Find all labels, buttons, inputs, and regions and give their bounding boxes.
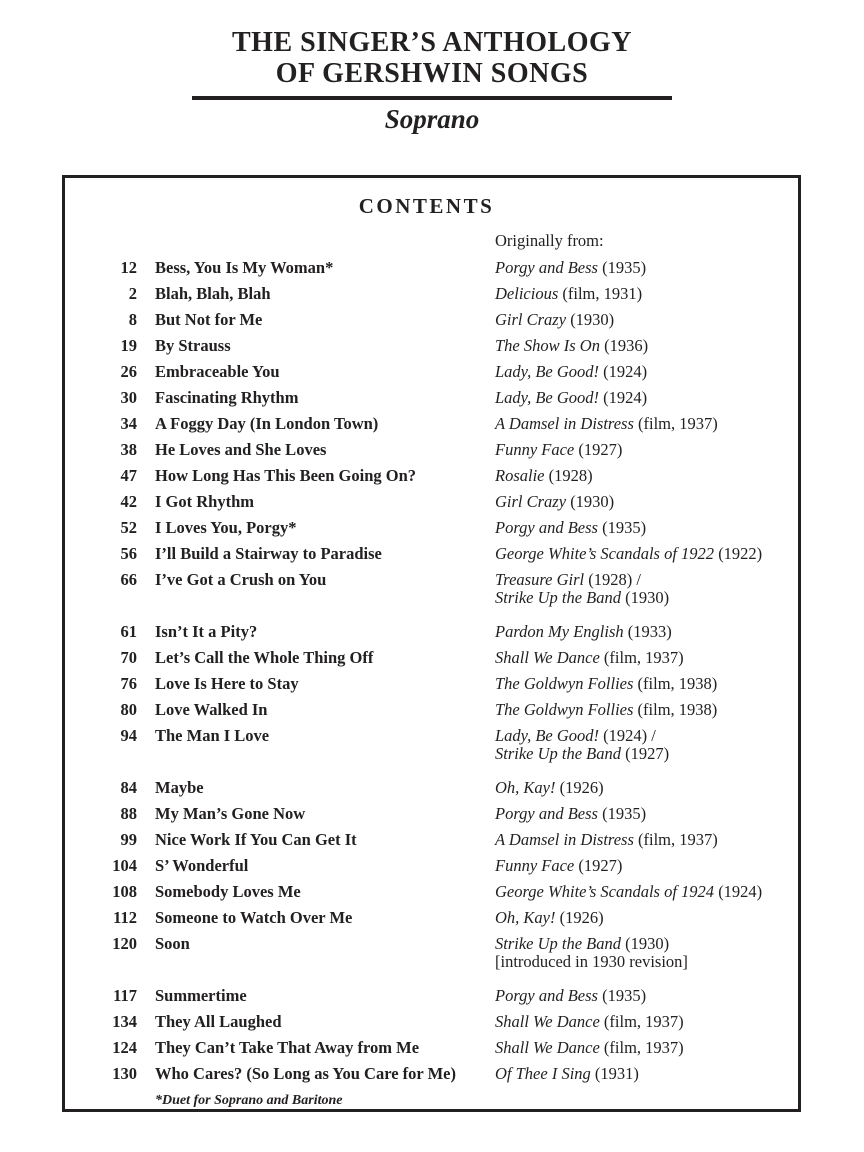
originally-from-label: Originally from: bbox=[495, 231, 604, 250]
toc-song-title: How Long Has This Been Going On? bbox=[155, 466, 417, 485]
toc-source bbox=[495, 1065, 788, 1083]
toc-row bbox=[65, 701, 788, 719]
toc-song-title: The Man I Love bbox=[155, 726, 270, 745]
toc-page-number: 134 bbox=[112, 1012, 137, 1031]
toc-source bbox=[495, 857, 788, 875]
toc-source-line: Funny Face (1927) bbox=[495, 440, 623, 459]
toc-source-line: Treasure Girl (1928) / bbox=[495, 570, 641, 589]
toc-source bbox=[495, 883, 788, 901]
toc-page-number: 120 bbox=[112, 934, 137, 953]
toc-page-number: 130 bbox=[112, 1064, 137, 1083]
toc-page-number: 8 bbox=[128, 310, 137, 329]
toc-source bbox=[495, 909, 788, 927]
toc-page-number: 19 bbox=[120, 336, 137, 355]
toc-page-number: 56 bbox=[120, 544, 137, 563]
toc-song-title: S’ Wonderful bbox=[155, 856, 249, 875]
toc-page-number: 61 bbox=[120, 622, 137, 641]
toc-page-number: 30 bbox=[120, 388, 137, 407]
toc-source-line: Shall We Dance (film, 1937) bbox=[495, 1038, 684, 1057]
toc-row bbox=[65, 415, 788, 433]
toc-source-line: Funny Face (1927) bbox=[495, 856, 623, 875]
book-header bbox=[0, 0, 864, 134]
toc-source-line: Delicious (film, 1931) bbox=[495, 284, 643, 303]
toc-song-title: Nice Work If You Can Get It bbox=[155, 830, 357, 849]
toc-source-line: Lady, Be Good! (1924) / bbox=[495, 726, 656, 745]
contents-box bbox=[62, 175, 801, 1112]
toc-page-number: 66 bbox=[120, 570, 137, 589]
toc-source bbox=[495, 649, 788, 667]
toc-source-line: George White’s Scandals of 1924 (1924) bbox=[495, 882, 763, 901]
toc-page-number: 2 bbox=[128, 284, 137, 303]
toc-row bbox=[65, 311, 788, 329]
toc-row bbox=[65, 623, 788, 641]
toc-source-line: The Goldwyn Follies (film, 1938) bbox=[495, 700, 718, 719]
toc-row bbox=[65, 1039, 788, 1057]
toc-song-title: My Man’s Gone Now bbox=[155, 804, 306, 823]
toc-source-line: Porgy and Bess (1935) bbox=[495, 258, 647, 277]
toc-page-number: 38 bbox=[120, 440, 137, 459]
duet-footnote: *Duet for Soprano and Baritone bbox=[155, 1093, 343, 1108]
toc-row bbox=[65, 1065, 788, 1083]
toc-song-title: Soon bbox=[155, 934, 190, 953]
toc-source-line: The Show Is On (1936) bbox=[495, 336, 649, 355]
toc-row bbox=[65, 935, 788, 971]
toc-page-number: 117 bbox=[113, 986, 137, 1005]
toc-source-line: Lady, Be Good! (1924) bbox=[495, 388, 648, 407]
toc-page-number: 84 bbox=[120, 778, 137, 797]
toc-source bbox=[495, 519, 788, 537]
toc-source-line: Oh, Kay! (1926) bbox=[495, 778, 604, 797]
toc-row bbox=[65, 337, 788, 355]
toc-row bbox=[65, 571, 788, 607]
toc-row bbox=[65, 727, 788, 763]
toc-source bbox=[495, 727, 788, 763]
toc-source bbox=[495, 311, 788, 329]
toc-source bbox=[495, 831, 788, 849]
toc-rows bbox=[65, 259, 788, 1083]
toc-source bbox=[495, 389, 788, 407]
toc-page-number: 124 bbox=[112, 1038, 137, 1057]
toc-row bbox=[65, 649, 788, 667]
toc-song-title: Who Cares? (So Long as You Care for Me) bbox=[155, 1064, 456, 1083]
toc-song-title: Love Is Here to Stay bbox=[155, 674, 299, 693]
toc-source bbox=[495, 779, 788, 797]
toc-page-number: 42 bbox=[120, 492, 137, 511]
toc-song-title: Fascinating Rhythm bbox=[155, 388, 299, 407]
toc-page-number: 70 bbox=[120, 648, 137, 667]
toc-song-title: He Loves and She Loves bbox=[155, 440, 327, 459]
toc-source bbox=[495, 1013, 788, 1031]
toc-source bbox=[495, 545, 788, 563]
toc-song-title: I Got Rhythm bbox=[155, 492, 255, 511]
toc-row bbox=[65, 831, 788, 849]
toc-row bbox=[65, 545, 788, 563]
toc-source-line: Porgy and Bess (1935) bbox=[495, 986, 647, 1005]
book-title-line2: OF GERSHWIN SONGS bbox=[275, 58, 589, 89]
toc-source bbox=[495, 805, 788, 823]
contents-heading: CONTENTS bbox=[358, 194, 495, 218]
toc-source-line: Strike Up the Band (1930) bbox=[495, 934, 670, 953]
toc-source-line: Pardon My English (1933) bbox=[495, 622, 672, 641]
toc-song-title: Summertime bbox=[155, 986, 247, 1005]
toc-source-line: Porgy and Bess (1935) bbox=[495, 804, 647, 823]
toc-source bbox=[495, 259, 788, 277]
toc-source-line: A Damsel in Distress (film, 1937) bbox=[495, 414, 718, 433]
toc-page-number: 26 bbox=[120, 362, 137, 381]
toc-page-number: 94 bbox=[120, 726, 137, 745]
toc-row bbox=[65, 259, 788, 277]
title-rule bbox=[192, 96, 672, 100]
toc-row bbox=[65, 909, 788, 927]
toc-song-title: Love Walked In bbox=[155, 700, 268, 719]
toc-source-line: Porgy and Bess (1935) bbox=[495, 518, 647, 537]
toc-page-number: 108 bbox=[112, 882, 137, 901]
toc-song-title: I’ve Got a Crush on You bbox=[155, 570, 327, 589]
toc-song-title: Somebody Loves Me bbox=[155, 882, 301, 901]
toc-page-number: 52 bbox=[120, 518, 137, 537]
toc-page-number: 12 bbox=[120, 258, 137, 277]
book-subtitle: Soprano bbox=[384, 104, 480, 134]
toc-table bbox=[65, 232, 788, 1083]
toc-row bbox=[65, 363, 788, 381]
toc-source-line: Strike Up the Band (1927) bbox=[495, 744, 670, 763]
toc-source-line: Rosalie (1928) bbox=[495, 466, 593, 485]
toc-source bbox=[495, 1039, 788, 1057]
toc-song-title: I’ll Build a Stairway to Paradise bbox=[155, 544, 382, 563]
toc-row bbox=[65, 805, 788, 823]
toc-row bbox=[65, 389, 788, 407]
book-title-line1: THE SINGER’S ANTHOLOGY bbox=[232, 27, 632, 58]
toc-source bbox=[495, 623, 788, 641]
toc-source bbox=[495, 467, 788, 485]
toc-page-number: 47 bbox=[120, 466, 137, 485]
toc-song-title: Isn’t It a Pity? bbox=[155, 622, 258, 641]
toc-source bbox=[495, 493, 788, 511]
book-title bbox=[0, 27, 864, 89]
toc-source bbox=[495, 701, 788, 719]
toc-song-title: Maybe bbox=[155, 778, 204, 797]
toc-source-line: A Damsel in Distress (film, 1937) bbox=[495, 830, 718, 849]
toc-source-line: Lady, Be Good! (1924) bbox=[495, 362, 648, 381]
toc-song-title: Someone to Watch Over Me bbox=[155, 908, 353, 927]
toc-source-line: George White’s Scandals of 1922 (1922) bbox=[495, 544, 763, 563]
toc-row bbox=[65, 1013, 788, 1031]
toc-page-number: 104 bbox=[112, 856, 137, 875]
toc-source-line: Shall We Dance (film, 1937) bbox=[495, 1012, 684, 1031]
toc-row bbox=[65, 675, 788, 693]
toc-source-line: [introduced in 1930 revision] bbox=[495, 952, 688, 971]
toc-source bbox=[495, 337, 788, 355]
toc-page-number: 99 bbox=[120, 830, 137, 849]
toc-source bbox=[495, 987, 788, 1005]
toc-page-number: 34 bbox=[120, 414, 137, 433]
toc-row bbox=[65, 779, 788, 797]
toc-row bbox=[65, 987, 788, 1005]
toc-source bbox=[495, 675, 788, 693]
toc-row bbox=[65, 467, 788, 485]
toc-song-title: They Can’t Take That Away from Me bbox=[155, 1038, 420, 1057]
toc-source-line: Girl Crazy (1930) bbox=[495, 310, 615, 329]
toc-song-title: Bess, You Is My Woman* bbox=[155, 258, 334, 277]
toc-song-title: They All Laughed bbox=[155, 1012, 282, 1031]
toc-source bbox=[495, 441, 788, 459]
toc-song-title: Let’s Call the Whole Thing Off bbox=[155, 648, 374, 667]
toc-song-title: A Foggy Day (In London Town) bbox=[155, 414, 379, 433]
toc-column-header-row bbox=[65, 232, 788, 250]
toc-page-number: 112 bbox=[113, 908, 137, 927]
toc-row bbox=[65, 857, 788, 875]
toc-source bbox=[495, 935, 788, 971]
toc-source-line: Girl Crazy (1930) bbox=[495, 492, 615, 511]
toc-song-title: Blah, Blah, Blah bbox=[155, 284, 271, 303]
toc-row bbox=[65, 493, 788, 511]
toc-song-title: Embraceable You bbox=[155, 362, 280, 381]
toc-source-line: Of Thee I Sing (1931) bbox=[495, 1064, 639, 1083]
toc-row bbox=[65, 519, 788, 537]
toc-source bbox=[495, 285, 788, 303]
toc-song-title: I Loves You, Porgy* bbox=[155, 518, 297, 537]
toc-source bbox=[495, 363, 788, 381]
toc-source bbox=[495, 415, 788, 433]
toc-page-number: 76 bbox=[120, 674, 137, 693]
toc-page-number: 80 bbox=[120, 700, 137, 719]
toc-row bbox=[65, 285, 788, 303]
toc-source-line: Strike Up the Band (1930) bbox=[495, 588, 670, 607]
toc-page-number: 88 bbox=[120, 804, 137, 823]
toc-song-title: By Strauss bbox=[155, 336, 231, 355]
toc-row bbox=[65, 883, 788, 901]
toc-row bbox=[65, 441, 788, 459]
toc-source-line: Shall We Dance (film, 1937) bbox=[495, 648, 684, 667]
toc-source-line: Oh, Kay! (1926) bbox=[495, 908, 604, 927]
toc-source bbox=[495, 571, 788, 607]
toc-source-line: The Goldwyn Follies (film, 1938) bbox=[495, 674, 718, 693]
toc-song-title: But Not for Me bbox=[155, 310, 263, 329]
